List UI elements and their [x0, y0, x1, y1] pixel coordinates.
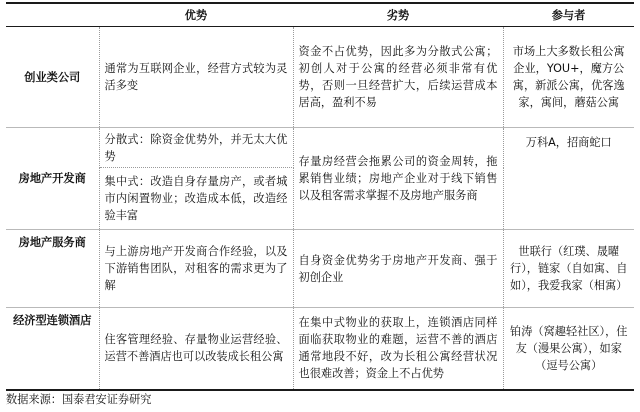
participants-cell: 世联行（红璞、晟曜行），链家（自如寓、自如），我爱我家（相寓） — [503, 230, 634, 308]
disadvantages-cell: 自身资金优势劣于房地产开发商、强于初创企业 — [293, 230, 503, 308]
header-disadvantages: 劣势 — [293, 3, 503, 27]
table-row — [6, 230, 634, 308]
advantages-cell: 分散式：除资金优势外，并无太大优势 — [99, 128, 293, 168]
category-cell: 房地产开发商 — [6, 128, 99, 230]
comparison-table — [6, 2, 634, 391]
table-row — [6, 27, 634, 128]
disadvantages-cell: 存量房经营会拖累公司的资金周转，拖累销售业绩；房地产企业对于线下销售以及租客需求掌握不及房地产服务商 — [293, 128, 503, 230]
source-note: 数据来源：国泰君安证券研究 — [6, 393, 152, 406]
advantages-cell: 住客管理经验、存量物业运营经验、运营不善酒店也可以改装成长租公寓 — [99, 308, 293, 390]
disadvantages-cell: 在集中式物业的获取上，连锁酒店同样面临获取物业的难题，运营不善的酒店通常地段不好，改为长租公寓经营状况也很难改善；资金上不占优势 — [293, 308, 503, 390]
category-cell: 经济型连锁酒店 — [6, 308, 99, 390]
table-row — [6, 308, 634, 390]
header-advantages: 优势 — [99, 3, 293, 27]
advantages-cell: 集中式：改造自身存量房产，或者城市内闲置物业；改造成本低，改造经验丰富 — [99, 168, 293, 230]
participants-cell: 万科A，招商蛇口 — [503, 128, 634, 230]
category-cell: 创业类公司 — [6, 27, 99, 128]
advantages-cell: 与上游房地产开发商合作经验，以及下游销售团队，对租客的需求更为了解 — [99, 230, 293, 308]
table-header-row — [6, 3, 634, 27]
header-blank — [6, 3, 99, 27]
table-row — [6, 128, 634, 168]
category-cell: 房地产服务商 — [6, 230, 99, 308]
participants-cell: 铂涛（窝趣轻社区），住友（漫果公寓），如家（逗号公寓） — [503, 308, 634, 390]
participants-cell: 市场上大多数长租公寓企业，YOU+，魔方公寓，新派公寓，优客逸家，寓间，蘑菇公寓 — [503, 27, 634, 128]
advantages-cell: 通常为互联网企业，经营方式较为灵活多变 — [99, 27, 293, 128]
header-participants: 参与者 — [503, 3, 634, 27]
disadvantages-cell: 资金不占优势，因此多为分散式公寓；初创人对于公寓的经营必须非常有优势，否则一旦经营扩大，后续运营成本居高，盈利不易 — [293, 27, 503, 128]
